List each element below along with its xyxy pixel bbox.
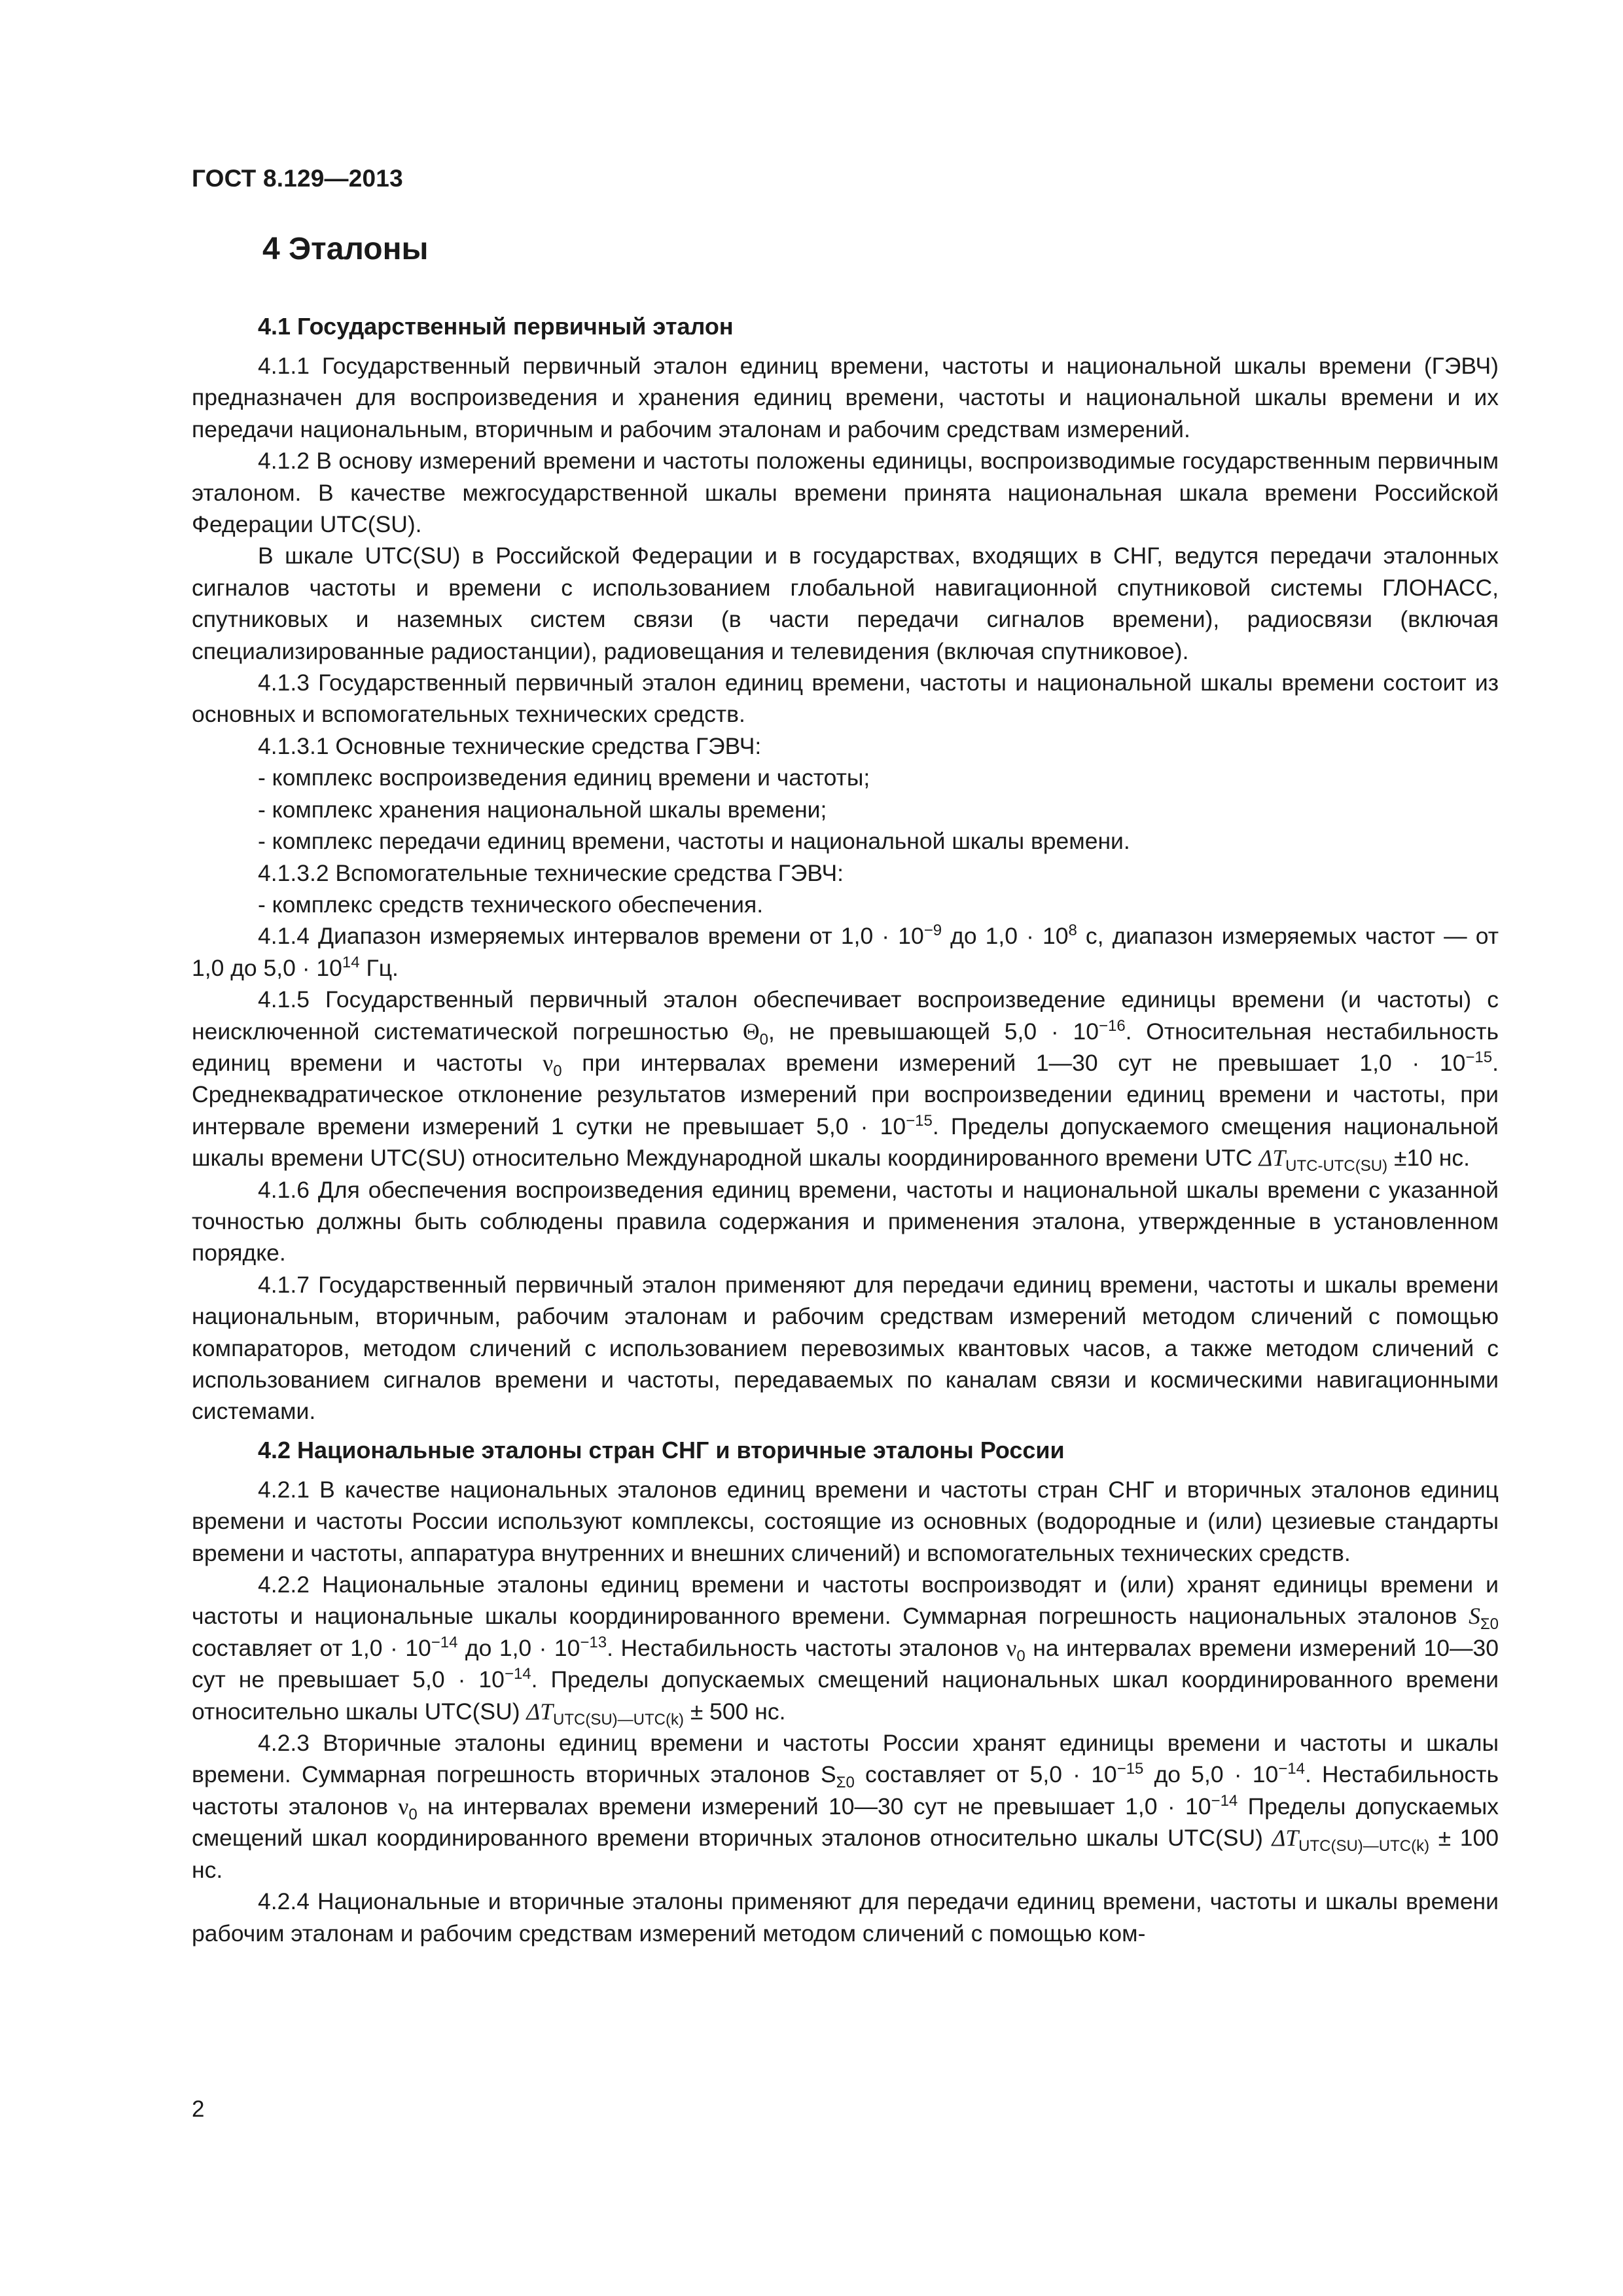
- paragraph-4-1-3: 4.1.3 Государственный первичный эталон единиц времени, частоты и национальной шкалы времени состоит из основных и вспомогательных технических средств.: [192, 670, 1499, 728]
- list-item-main-2: - комплекс хранения национальной шкалы времени;: [258, 796, 827, 823]
- document-code: ГОСТ 8.129—2013: [192, 165, 403, 192]
- nu-symbol: ν: [1006, 1634, 1017, 1661]
- list-item-main-3: - комплекс передачи единиц времени, частоты и национальной шкалы времени.: [258, 828, 1130, 855]
- paragraph-4-2-1: 4.2.1 В качестве национальных эталонов единиц времени и частоты стран СНГ и вторичных эталонов единиц времени и частоты России используют комплексы, состоящие из основных (водородные и (или) цезиевые стандарты времени и частоты, аппаратура внутренних и внешних сличений) и вспомогательных технических средств.: [192, 1476, 1499, 1566]
- paragraph-4-1-7: 4.1.7 Государственный первичный эталон применяют для передачи единиц времени, частоты и шкалы времени национальным, вторичным, рабочим эталонам и рабочим средствам измерений методом сличений с помощью компараторов, методом сличений с использованием перевозимых квантовых часов, а также методом сличений с использованием сигналов времени и частоты, передаваемых по каналам связи и космическими навигационными системами.: [192, 1271, 1499, 1425]
- subsection-title-4-1: 4.1 Государственный первичный эталон: [258, 313, 734, 340]
- paragraph-4-2-2: 4.2.2 Национальные эталоны единиц времени и частоты воспроизводят и (или) хранят единицы времени и частоты и национальные шкалы координированного времени. Суммарная погрешность национальных эталонов $S_{\Sigma 0}$ составляет от $1,0 \cdot 10^{-14}$ до $1,0 \cdot 10^{-13}$. Нестабильность частоты эталонов $\nu_0$ на интервалах времени измерений 10—30 сут не превышает $5,0 \cdot 10^{-14}$. Пределы допускаемых смещений национальных шкал координированного времени относительно шкалы UTC(SU) $\Delta T_{UTC(SU)—UTC(k)} \pm 500$ нс.: [192, 1571, 1499, 1729]
- subsection-title-4-2: 4.2 Национальные эталоны стран СНГ и вторичные эталоны России: [258, 1436, 1065, 1463]
- nu-symbol: ν: [543, 1049, 554, 1076]
- list-item-main-1: - комплекс воспроизведения единиц времени и частоты;: [258, 764, 870, 791]
- paragraph-4-2-3: 4.2.3 Вторичные эталоны единиц времени и частоты России хранят единицы времени и частоты и шкалы времени. Суммарная погрешность вторичных эталонов $S_{\Sigma 0}$ составляет от $5,0 \cdot 10^{-15}$ до $5,0 \cdot 10^{-14}$. Нестабильность частоты эталонов $\nu_0$ на интервалах времени измерений 10—30 сут не превышает $1,0 \cdot 10^{-14}$ Пределы допускаемых смещений шкал координированного времени вторичных эталонов относительно шкалы UTC(SU) $\Delta T_{UTC(SU)—UTC(k)} \pm 100$ нс.: [192, 1730, 1499, 1883]
- delta-t-symbol: ΔT: [1258, 1145, 1286, 1172]
- section-title: 4 Эталоны: [262, 232, 429, 266]
- paragraph-4-1-1: 4.1.1 Государственный первичный эталон единиц времени, частоты и национальной шкалы времени (ГЭВЧ) предназначен для воспроизведения и хранения единиц времени, частоты и национальной шкалы времени и их передачи национальным, вторичным и рабочим эталонам и рабочим средствам измерений.: [192, 353, 1499, 442]
- paragraph-4-1-6: 4.1.6 Для обеспечения воспроизведения единиц времени, частоты и национальной шкалы времени с указанной точностью должны быть соблюдены правила содержания и применения эталона, утвержденные в установленном порядке.: [192, 1176, 1499, 1266]
- page-content: [192, 228, 1499, 1949]
- delta-t-symbol: ΔT: [1272, 1825, 1299, 1852]
- paragraph-4-1-3-1: 4.1.3.1 Основные технические средства ГЭВЧ:: [258, 732, 762, 759]
- theta-symbol: Θ: [742, 1018, 760, 1045]
- list-item-aux-1: - комплекс средств технического обеспечения.: [258, 891, 764, 918]
- delta-t-symbol: ΔT: [526, 1698, 553, 1725]
- nu-symbol: ν: [398, 1793, 409, 1820]
- paragraph-4-2-4: 4.2.4 Национальные и вторичные эталоны применяют для передачи единиц времени, частоты и шкалы времени рабочим эталонам и рабочим средствам измерений методом сличений с помощью ком-: [192, 1888, 1499, 1946]
- s-sigma-symbol: S: [1469, 1603, 1480, 1630]
- paragraph-4-1-4: 4.1.4 Диапазон измеряемых интервалов времени от $1,0 \cdot 10^{-9}$ до $1,0 \cdot 10^8$ с, диапазон измеряемых частот — от 1,0 до $5,0 \cdot 10^{14}$ Гц.: [192, 922, 1499, 981]
- paragraph-4-1-3-2: 4.1.3.2 Вспомогательные технические средства ГЭВЧ:: [258, 859, 844, 886]
- paragraph-4-1-5: 4.1.5 Государственный первичный эталон обеспечивает воспроизведение единицы времени (и частоты) с неисключенной систематической погрешностью $\Theta_0$, не превышающей $5,0 \cdot 10^{-16}$. Относительная нестабильность единиц времени и частоты $\nu_0$ при интервалах времени измерений 1—30 сут не превышает $1,0 \cdot 10^{-15}$. Среднеквадратическое отклонение результатов измерений при воспроизведении единиц времени и частоты, при интервале времени измерений 1 сутки не превышает $5,0 \cdot 10^{-15}$. Пределы допускаемого смещения национальной шкалы времени UTC(SU) относительно Международной шкалы координированного времени UTC $\Delta T_{UTC-UTC(SU)} \pm 10$ нс.: [192, 986, 1499, 1175]
- paragraph-4-1-2-continued: В шкале UTC(SU) в Российской Федерации и в государствах, входящих в СНГ, ведутся передачи эталонных сигналов частоты и времени с использованием глобальной навигационной спутниковой системы ГЛОНАСС, спутниковых и наземных систем связи (в части передачи сигналов времени), радиосвязи (включая специализированные радиостанции), радиовещания и телевидения (включая спутниковое).: [192, 543, 1499, 664]
- page-number: 2: [192, 2096, 205, 2122]
- paragraph-4-1-2: 4.1.2 В основу измерений времени и частоты положены единицы, воспроизводимые государственным первичным эталоном. В качестве межгосударственной шкалы времени принята национальная шкала времени Российской Федерации UTC(SU).: [192, 448, 1499, 538]
